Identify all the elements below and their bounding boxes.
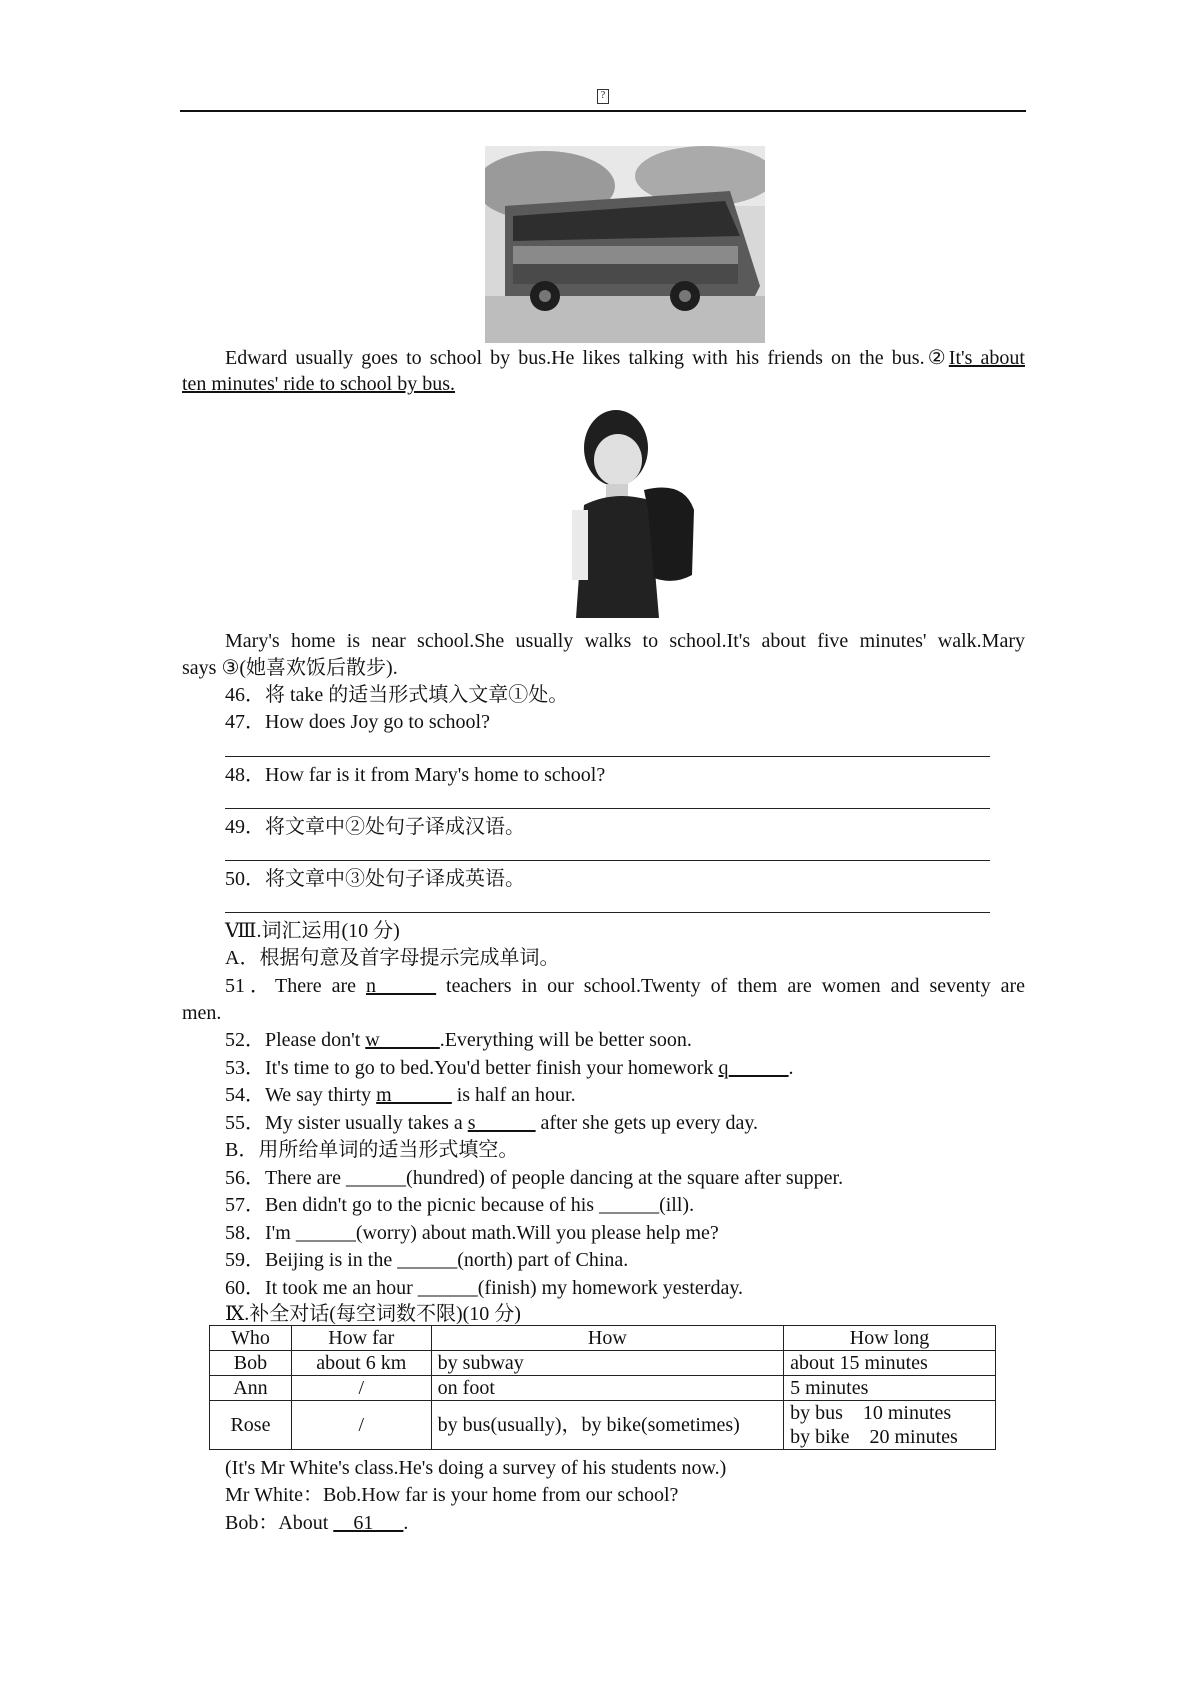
table-cell: about 6 km <box>291 1351 431 1376</box>
mary-line-2: says ③(她喜欢饭后散步). <box>182 657 398 679</box>
vocab-60: 60．It took me an hour ______(finish) my homework yesterday. <box>225 1277 744 1299</box>
section-8-title: Ⅷ.词汇运用(10 分) <box>225 920 400 942</box>
question-48: 48．How far is it from Mary's home to school? <box>225 764 606 786</box>
table-cell: Rose <box>210 1401 292 1450</box>
dialog-context: (It's Mr White's class.He's doing a survey of his students now.) <box>225 1457 727 1479</box>
table-cell: on foot <box>431 1376 783 1401</box>
header-who: Who <box>210 1326 292 1351</box>
question-49: 49．将文章中②处句子译成汉语。 <box>225 816 525 838</box>
answer-line-50[interactable] <box>225 912 990 913</box>
table-cell: by subway <box>431 1351 783 1376</box>
answer-line-47[interactable] <box>225 756 990 757</box>
vocab-58: 58．I'm ______(worry) about math.Will you please help me? <box>225 1222 719 1244</box>
answer-line-49[interactable] <box>225 860 990 861</box>
vocab-54: 54．We say thirty m______ is half an hour. <box>225 1084 576 1106</box>
vocab-51-line-2: men. <box>182 1002 222 1024</box>
section-9-title: Ⅸ.补全对话(每空词数不限)(10 分) <box>225 1303 521 1325</box>
vocab-55: 55．My sister usually takes a s______ after she gets up every day. <box>225 1112 759 1134</box>
bus-photo <box>485 146 765 343</box>
table-header-row <box>210 1326 996 1351</box>
header-how: How <box>431 1326 783 1351</box>
header-how-long: How long <box>784 1326 996 1351</box>
question-46: 46．将 take 的适当形式填入文章①处。 <box>225 684 569 706</box>
dialog-line-1: Mr White：Bob.How far is your home from our school? <box>225 1484 679 1506</box>
table-cell: 5 minutes <box>784 1376 996 1401</box>
table-cell: Bob <box>210 1351 292 1376</box>
vocab-56: 56．There are ______(hundred) of people dancing at the square after supper. <box>225 1167 844 1189</box>
table-cell: Ann <box>210 1376 292 1401</box>
survey-table <box>209 1325 996 1450</box>
table-cell: / <box>291 1401 431 1450</box>
vocab-52: 52．Please don't w______.Everything will be better soon. <box>225 1029 692 1051</box>
table-row <box>210 1401 996 1450</box>
edward-line-2: ten minutes' ride to school by bus. <box>182 373 456 395</box>
student-photo <box>564 400 704 618</box>
vocab-51-line-1: 51．There are n______ teachers in our school.Twenty of them are women and seventy are <box>225 975 1026 997</box>
question-47: 47．How does Joy go to school? <box>225 711 490 733</box>
edward-line-1: Edward usually goes to school by bus.He likes talking with his friends on the bus.②It's about <box>225 347 1025 369</box>
section-8-part-a: A．根据句意及首字母提示完成单词。 <box>225 947 560 969</box>
header-how-far: How far <box>291 1326 431 1351</box>
dialog-line-2: Bob：About __61___. <box>225 1512 409 1534</box>
table-cell: by bus(usually)，by bike(sometimes) <box>431 1401 783 1450</box>
table-cell <box>784 1401 996 1450</box>
section-8-part-b: B．用所给单词的适当形式填空。 <box>225 1139 519 1161</box>
blank-61[interactable]: __61___ <box>333 1512 404 1534</box>
header-rule <box>180 110 1026 112</box>
table-cell: / <box>291 1376 431 1401</box>
mary-line-1: Mary's home is near school.She usually walks to school.It's about five minutes' walk.Mary <box>225 630 1025 652</box>
header-mark: ? <box>597 89 609 104</box>
table-row <box>210 1351 996 1376</box>
vocab-57: 57．Ben didn't go to the picnic because of his ______(ill). <box>225 1194 695 1216</box>
question-50: 50．将文章中③处句子译成英语。 <box>225 868 525 890</box>
answer-line-48[interactable] <box>225 808 990 809</box>
rose-bike-time: by bike 20 minutes <box>790 1426 958 1448</box>
vocab-59: 59．Beijing is in the ______(north) part of China. <box>225 1249 629 1271</box>
vocab-53: 53．It's time to go to bed.You'd better finish your homework q______. <box>225 1057 794 1079</box>
table-cell: about 15 minutes <box>784 1351 996 1376</box>
rose-bus-time: by bus 10 minutes <box>790 1402 952 1424</box>
table-row <box>210 1376 996 1401</box>
